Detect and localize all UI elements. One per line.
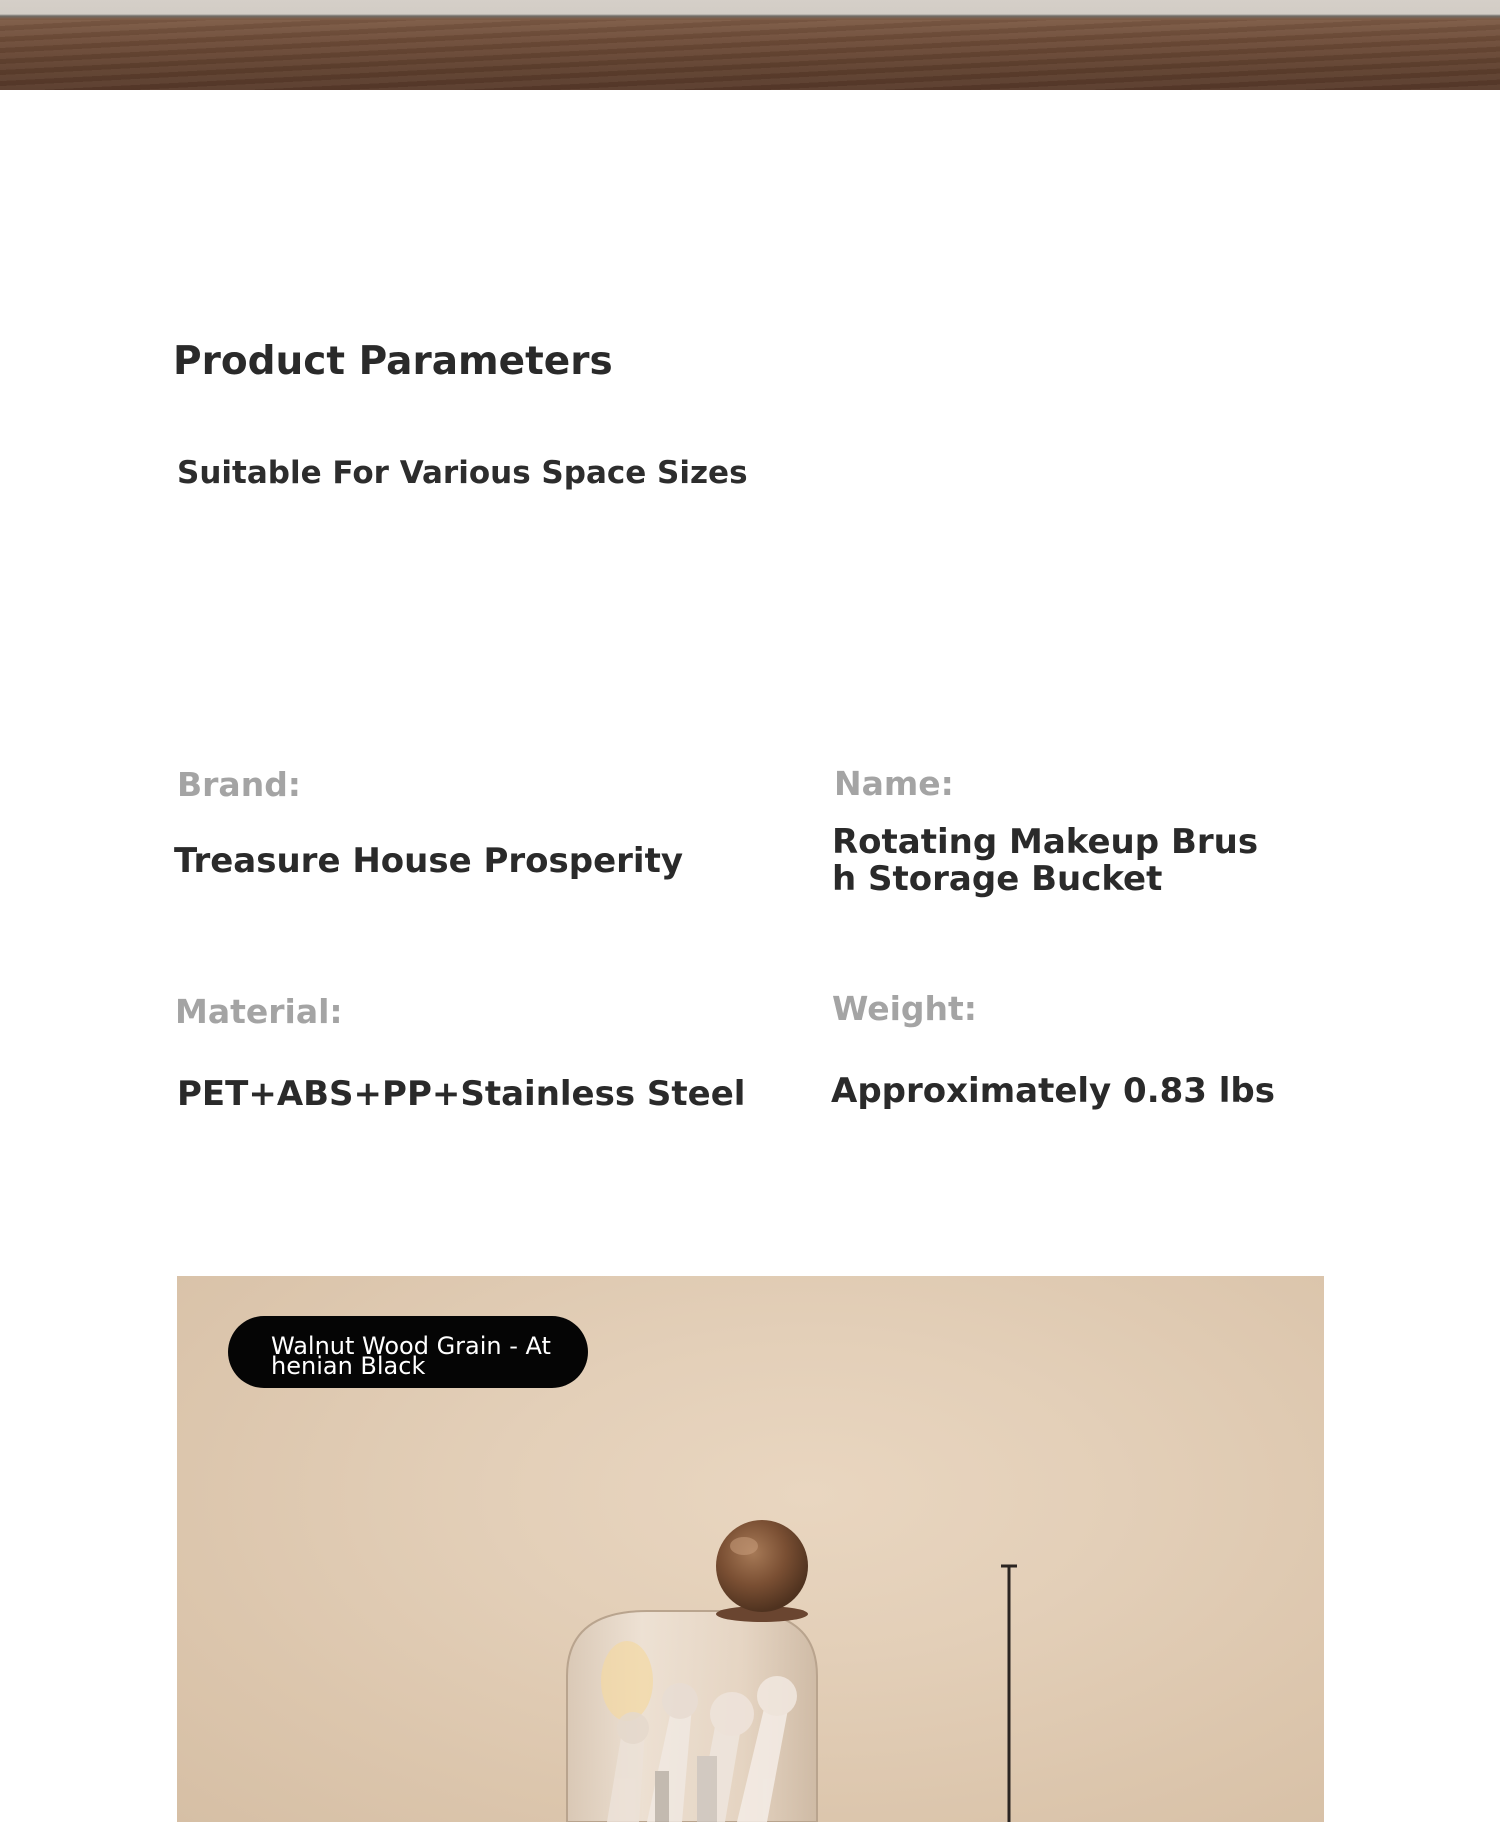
brand-label: Brand: xyxy=(177,765,302,804)
wood-knob xyxy=(716,1520,808,1612)
brand-value: Treasure House Prosperity xyxy=(174,841,684,881)
name-value: Rotating Makeup Brush Storage Bucket xyxy=(832,822,1259,899)
section-title: Product Parameters xyxy=(173,339,613,384)
wood-grain-texture xyxy=(0,20,1500,90)
name-label: Name: xyxy=(834,764,954,803)
dome-highlight xyxy=(601,1641,653,1721)
color-variant-badge: Walnut Wood Grain - Athenian Black xyxy=(228,1316,588,1388)
section-subtitle: Suitable For Various Space Sizes xyxy=(177,455,748,491)
material-value: PET+ABS+PP+Stainless Steel xyxy=(177,1074,746,1114)
weight-label: Weight: xyxy=(832,989,978,1028)
weight-value: Approximately 0.83 lbs xyxy=(831,1071,1275,1111)
walnut-wood-banner xyxy=(0,0,1500,90)
material-label: Material: xyxy=(175,992,343,1031)
product-image xyxy=(177,1276,1324,1822)
